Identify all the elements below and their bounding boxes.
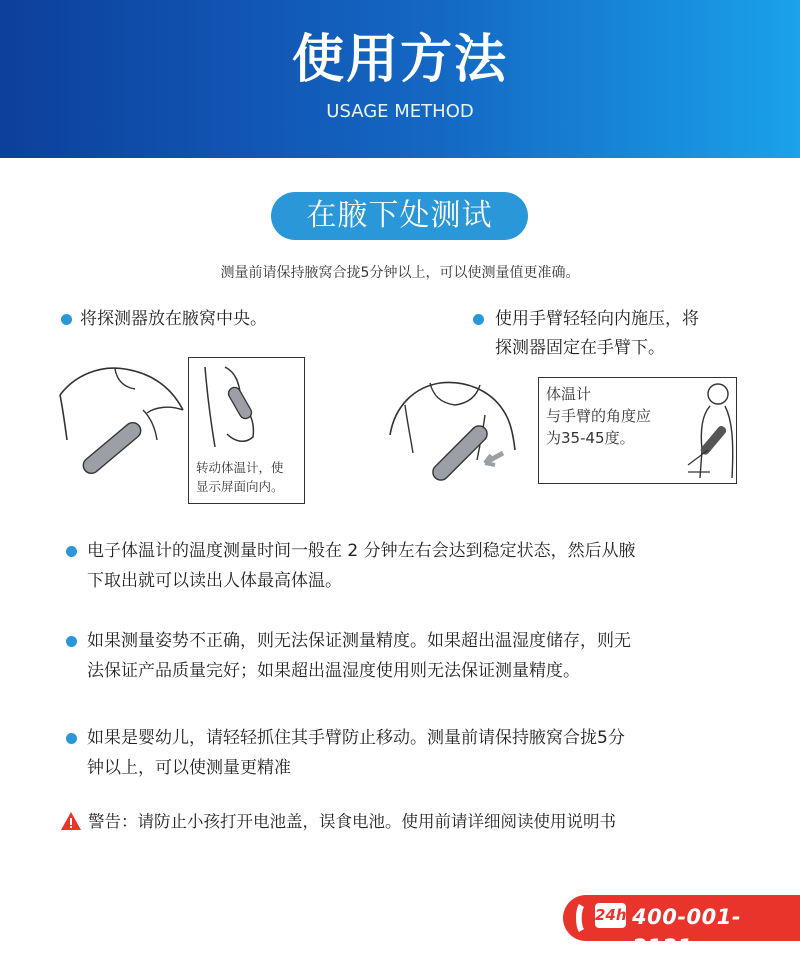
- right-detail-figure: [680, 380, 735, 480]
- page-subtitle: USAGE METHOD: [326, 101, 474, 122]
- bullet-2-line1: 如果测量姿势不正确，则无法保证测量精度。如果超出温湿度储存，则无: [87, 631, 631, 651]
- step-left-text: 将探测器放在腋窝中央。: [80, 309, 267, 329]
- warning-text: 警告：请防止小孩打开电池盖，误食电池。使用前请详细阅读使用说明书: [88, 812, 616, 831]
- left-caption-line1: 转动体温计，使: [196, 460, 284, 475]
- right-torso-illustration: [385, 375, 525, 490]
- section-title-pill: 在腋下处测试: [271, 192, 528, 240]
- step-right-line2: 探测器固定在手臂下。: [495, 338, 665, 358]
- bullet-1-dot: [66, 546, 77, 557]
- bullet-2-dot: [66, 636, 77, 647]
- phone-icon: [573, 902, 595, 934]
- bullet-1-line2: 下取出就可以读出人体最高体温。: [87, 571, 342, 591]
- left-caption-line2: 显示屏面向内。: [196, 479, 284, 494]
- bullet-3-line1: 如果是婴幼儿，请轻轻抓住其手臂防止移动。测量前请保持腋窝合拢5分: [87, 728, 625, 748]
- bullet-2-line2: 法保证产品质量完好；如果超出温湿度使用则无法保证测量精度。: [87, 661, 580, 681]
- right-caption-line2: 与手臂的角度应: [546, 407, 652, 425]
- bullet-3-line2: 钟以上，可以使测量更精准: [87, 758, 291, 778]
- left-shoulder-illustration: [55, 355, 195, 490]
- right-caption-line3: 为35-45度。: [546, 429, 635, 447]
- bullet-1-line1: 电子体温计的温度测量时间一般在 2 分钟左右会达到稳定状态，然后从腋: [87, 541, 636, 561]
- hotline-number[interactable]: 400-001-2121: [632, 905, 742, 959]
- section-note: 测量前请保持腋窝合拢5分钟以上，可以使测量值更准确。: [220, 265, 580, 281]
- page-title: 使用方法: [291, 30, 508, 90]
- right-caption-line1: 体温计: [546, 385, 592, 403]
- step-right-line1: 使用手臂轻轻向内施压，将: [495, 309, 699, 329]
- hotline-24h-badge: 24h: [595, 903, 626, 928]
- step-right-dot: [473, 314, 484, 325]
- warning-icon: [60, 811, 82, 831]
- left-detail-arm: [195, 362, 295, 452]
- step-left-dot: [61, 314, 72, 325]
- bullet-3-dot: [66, 733, 77, 744]
